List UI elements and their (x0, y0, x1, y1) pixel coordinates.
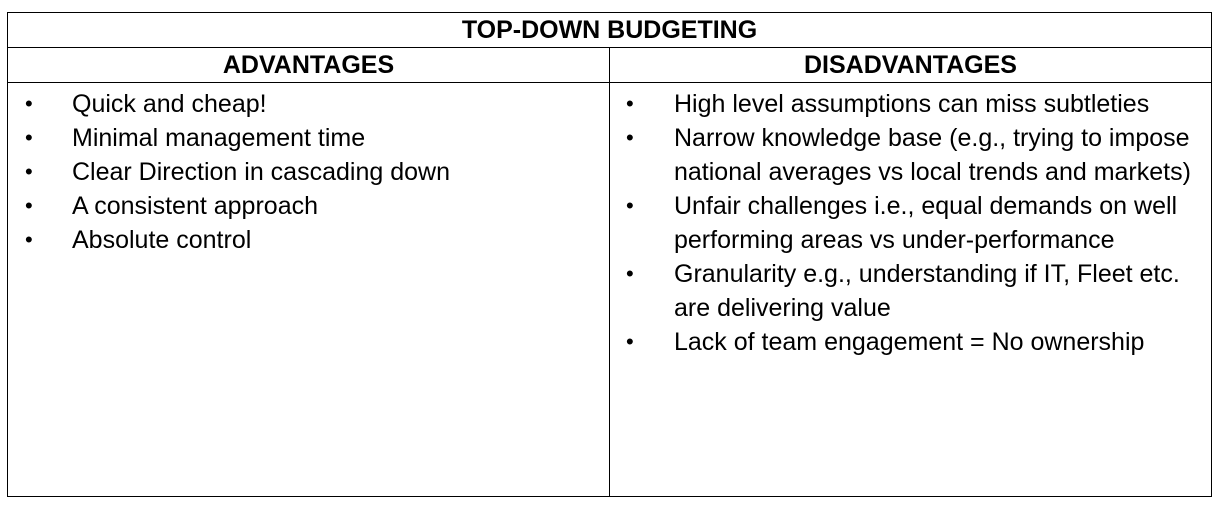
list-item: • Lack of team engagement = No ownership (610, 325, 1211, 359)
list-item: • Clear Direction in cascading down (8, 155, 609, 189)
list-item: • Unfair challenges i.e., equal demands on well performing areas vs under-performance (610, 189, 1211, 257)
bullet-icon: • (25, 125, 33, 150)
advantages-list (8, 83, 609, 257)
bullet-icon: • (25, 227, 33, 252)
list-item: • Minimal management time (8, 121, 609, 155)
bullet-icon: • (626, 329, 634, 354)
bullet-icon: • (626, 193, 634, 218)
bullet-icon: • (25, 159, 33, 184)
bullet-icon: • (25, 91, 33, 116)
list-item: • Absolute control (8, 223, 609, 257)
disadvantages-column (610, 48, 1211, 496)
disadvantages-list (610, 83, 1211, 359)
bullet-icon: • (626, 261, 634, 286)
list-item: • Granularity e.g., understanding if IT, Fleet etc. are delivering value (610, 257, 1211, 325)
bullet-icon: • (626, 91, 634, 116)
list-item: • A consistent approach (8, 189, 609, 223)
list-item: • Narrow knowledge base (e.g., trying to impose national averages vs local trends and markets) (610, 121, 1211, 189)
table-title: TOP-DOWN BUDGETING (8, 13, 1211, 48)
list-item: • Quick and cheap! (8, 87, 609, 121)
budgeting-table (7, 12, 1212, 497)
advantages-column (8, 48, 610, 496)
list-item: • High level assumptions can miss subtleties (610, 87, 1211, 121)
bullet-icon: • (626, 125, 634, 150)
advantages-header: ADVANTAGES (8, 48, 609, 83)
disadvantages-header: DISADVANTAGES (610, 48, 1211, 83)
bullet-icon: • (25, 193, 33, 218)
